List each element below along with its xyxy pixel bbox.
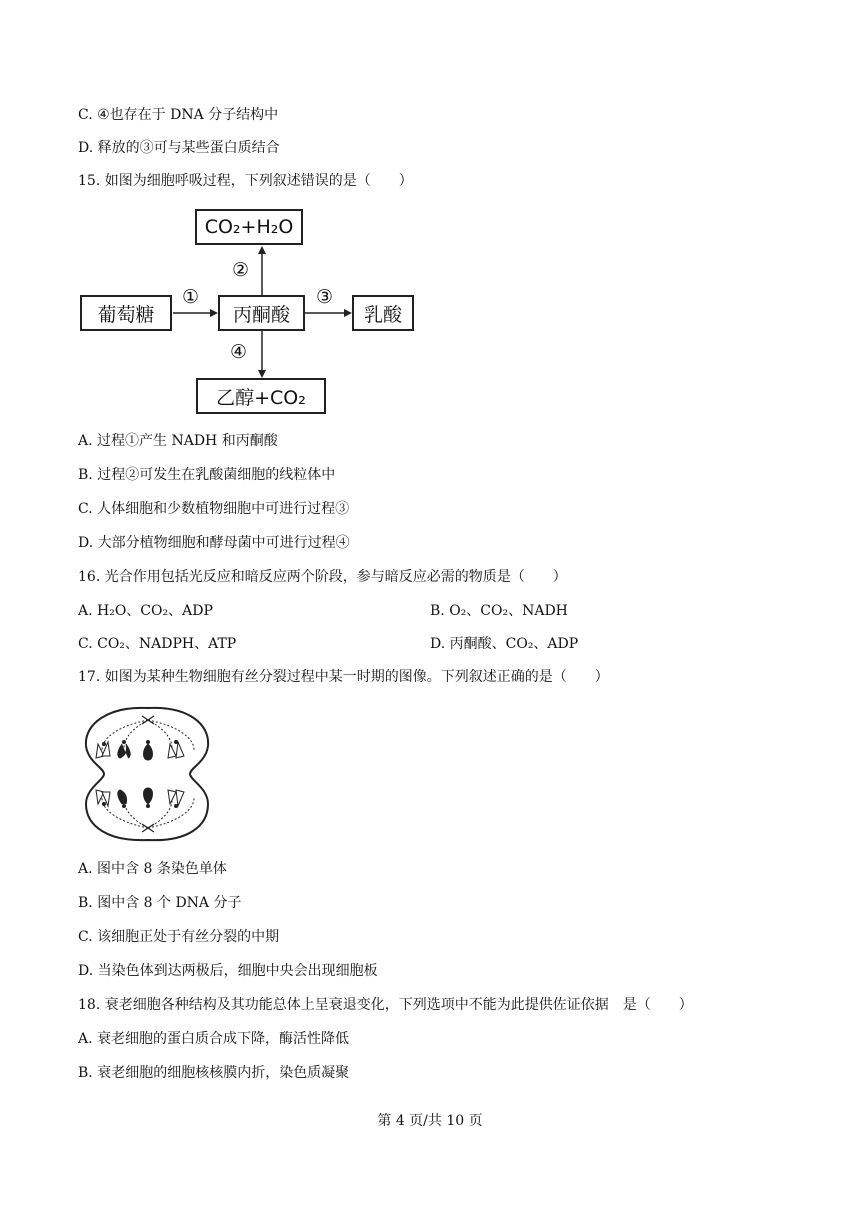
co2-h2o-box: CO₂+H₂O [195, 209, 303, 245]
q18-option-a: A. 衰老细胞的蛋白质合成下降，酶活性降低 [78, 1031, 350, 1047]
q14-option-c: C. ④也存在于 DNA 分子结构中 [78, 107, 279, 123]
q16-option-d: D. 丙酮酸、CO₂、ADP [430, 636, 579, 652]
q17-option-b: B. 图中含 8 个 DNA 分子 [78, 895, 242, 911]
q16-option-c: C. CO₂、NADPH、ATP [78, 636, 237, 652]
arrowhead-2 [258, 246, 266, 254]
q15-option-b: B. 过程②可发生在乳酸菌细胞的线粒体中 [78, 467, 336, 483]
q16-stem: 16. 光合作用包括光反应和暗反应两个阶段，参与暗反应必需的物质是（ ） [78, 569, 567, 585]
step-1-label: ① [182, 286, 200, 308]
q15-option-d: D. 大部分植物细胞和酵母菌中可进行过程④ [78, 535, 350, 551]
spindle-fibers [102, 720, 194, 828]
q15-stem: 15. 如图为细胞呼吸过程，下列叙述错误的是（ ） [78, 173, 413, 189]
q17-stem: 17. 如图为某种生物细胞有丝分裂过程中某一时期的图像。下列叙述正确的是（ ） [78, 669, 609, 685]
mitosis-cell-image [78, 704, 218, 844]
page-footer: 第 4 页/共 10 页 [377, 1113, 483, 1129]
step-4-label: ④ [230, 341, 248, 363]
centrosomes [142, 716, 154, 832]
q17-option-c: C. 该细胞正处于有丝分裂的中期 [78, 929, 280, 945]
arrowhead-4 [258, 370, 266, 378]
arrowhead-3 [344, 309, 352, 317]
q18-option-b: B. 衰老细胞的细胞核核膜内折，染色质凝聚 [78, 1065, 350, 1081]
step-2-label: ② [232, 259, 250, 281]
cell-membrane [86, 708, 208, 840]
lactate-box: 乳酸 [352, 295, 414, 331]
q15-option-c: C. 人体细胞和少数植物细胞中可进行过程③ [78, 501, 350, 517]
q16-option-a: A. H₂O、CO₂、ADP [78, 603, 213, 619]
q18-stem: 18. 衰老细胞各种结构及其功能总体上呈衰退变化，下列选项中不能为此提供佐证依据 是（ ） [78, 997, 693, 1013]
glucose-box: 葡萄糖 [80, 295, 172, 331]
arrowhead-1 [210, 309, 218, 317]
q14-option-d: D. 释放的③可与某些蛋白质结合 [78, 140, 280, 156]
step-3-label: ③ [316, 286, 334, 308]
ethanol-co2-box: 乙醇+CO₂ [196, 378, 326, 414]
pyruvate-box: 丙酮酸 [218, 295, 305, 331]
q17-option-a: A. 图中含 8 条染色单体 [78, 861, 227, 877]
q15-option-a: A. 过程①产生 NADH 和丙酮酸 [78, 433, 278, 449]
q16-option-b: B. O₂、CO₂、NADH [430, 603, 568, 619]
q17-option-d: D. 当染色体到达两极后，细胞中央会出现细胞板 [78, 963, 378, 979]
